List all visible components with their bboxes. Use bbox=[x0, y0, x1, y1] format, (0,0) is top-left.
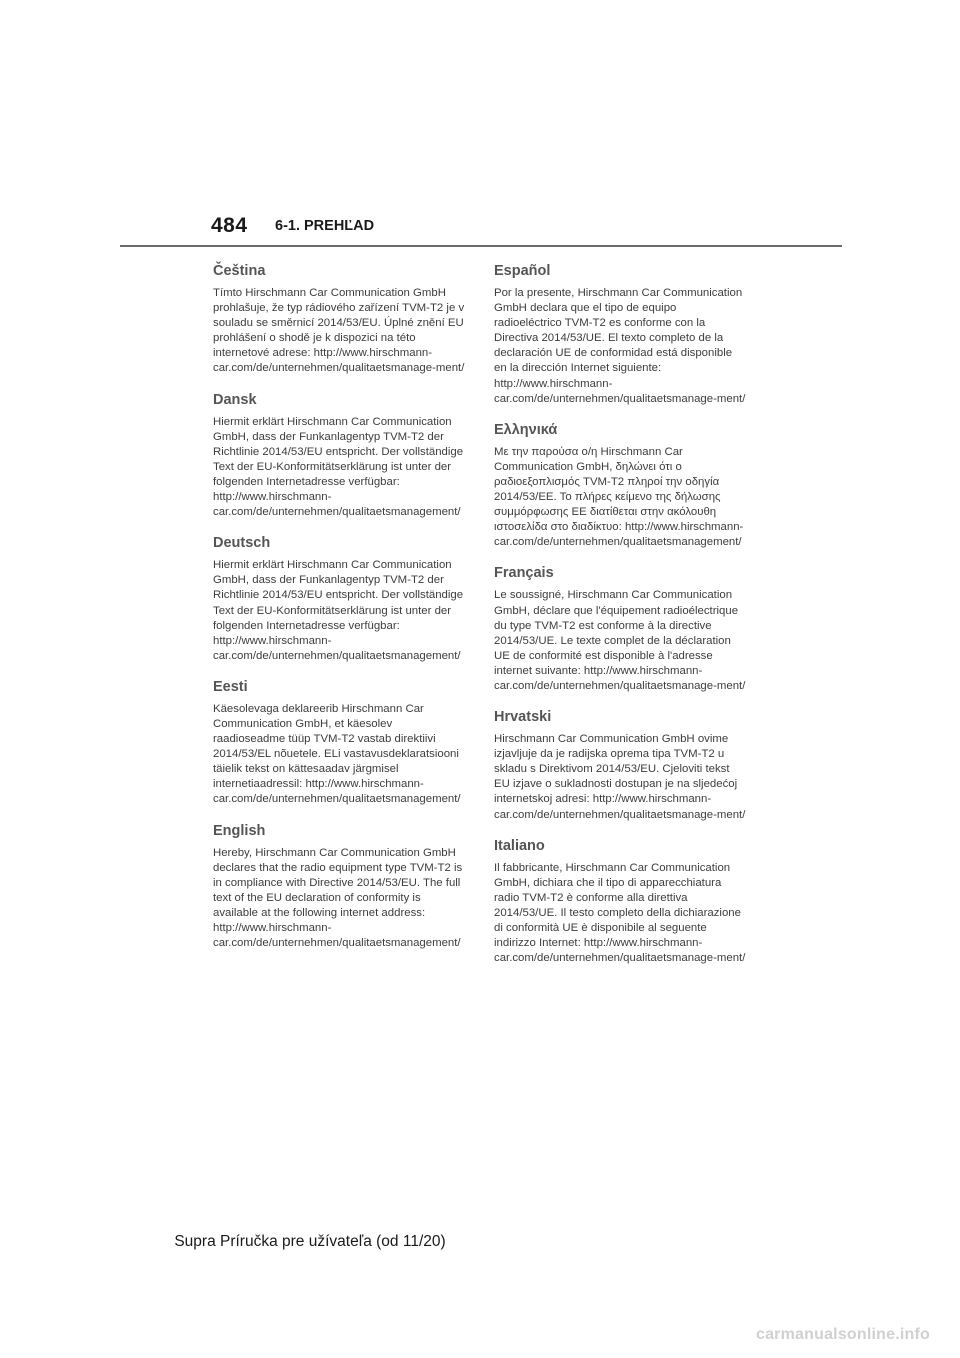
declaration-text: Käesolevaga deklareerib Hirschmann Car Communication GmbH, et käesolev raadioseadme tüüp TVM-T2 vastab direktiivi 2014/53/EL nõuetele. ELi vastavusdeklaratsiooni täielik tekst on kättesaadav järgmisel internetiaadressil: http://www.hirschmann-car.com/de/unternehmen/qualitaetsmanagement/ bbox=[213, 702, 461, 806]
declaration-eesti bbox=[213, 678, 465, 808]
declaration-text: Hiermit erklärt Hirschmann Car Communication GmbH, dass der Funkanlagentyp TVM-T2 der Richtlinie 2014/53/EU entspricht. Der vollständige Text der EU-Konformitätserklärung ist unter der folgenden Internetadresse verfügbar: http://www.hirschmann-car.com/de/unternehmen/qualitaetsmanagement/ bbox=[213, 559, 464, 662]
language-heading: Español bbox=[494, 263, 551, 279]
declaration-text: Il fabbricante, Hirschmann Car Communication GmbH, dichiara che il tipo di apparecchiatura radio TVM-T2 è conforme alla direttiva 2014/53/UE. Il testo completo della dichiarazione di conformità UE è disponibile al seguente indirizzo Internet: http://www.hirschmann-car.com/de/unternehmen/qualitaetsmanage-ment/ bbox=[494, 861, 746, 965]
declaration-text: Hirschmann Car Communication GmbH ovime izjavljuje da je radijska oprema tipa TVM-T2 u skladu s Direktivom 2014/53/EU. Cjeloviti tekst EU izjave o sukladnosti dostupan je na sljedećoj internetskoj adresi: http://www.hirschmann-car.com/de/unternehmen/qualitaetsmanage-ment/ bbox=[494, 733, 746, 821]
right-column bbox=[494, 262, 746, 980]
language-heading: Čeština bbox=[213, 263, 266, 279]
language-heading: Hrvatski bbox=[494, 709, 552, 726]
language-heading: English bbox=[213, 822, 266, 839]
declaration-ellinika bbox=[494, 421, 746, 551]
declaration-text: Hiermit erklärt Hirschmann Car Communication GmbH, dass der Funkanlagentyp TVM-T2 der Richtlinie 2014/53/EU entspricht. Der vollständige Text der EU-Konformitätserklärung ist unter der folgenden Internetadresse verfügbar: http://www.hirschmann-car.com/de/unternehmen/qualitaetsmanagement/ bbox=[213, 415, 464, 519]
declaration-cestina bbox=[213, 262, 465, 377]
header-divider bbox=[120, 245, 842, 247]
declaration-text: Με την παρούσα ο/η Hirschmann Car Communication GmbH, δηλώνει ότι ο ραδιοεξοπλισμός TVM-T2 πληροί την οδηγία 2014/53/ΕΕ. Το πλήρες κείμενο της δήλωσης συμμόρφωσης ΕΕ διατίθεται στην ακόλουθη ιστοσελίδα στο διαδίκτυο: http://www.hirschmann-car.com/de/unternehmen/qualitaetsmanagement/ bbox=[494, 445, 744, 549]
section-title: 6-1. PREHĽAD bbox=[275, 218, 375, 234]
language-heading: Italiano bbox=[494, 837, 545, 854]
declaration-dansk bbox=[213, 391, 465, 521]
declaration-english bbox=[213, 822, 465, 952]
language-heading: Français bbox=[494, 565, 554, 582]
declaration-text: Le soussigné, Hirschmann Car Communication GmbH, déclare que l'équipement radioélectrique du type TVM-T2 est conforme à la directive 2014/53/UE. Le texte complet de la déclaration UE de conformité est disponible à l'adresse internet suivante: http://www.hirschmann-car.com/de/unternehmen/qualitaetsmanage-ment/ bbox=[494, 589, 746, 692]
declaration-text: Hereby, Hirschmann Car Communication GmbH declares that the radio equipment type TVM-T2 is in compliance with Directive 2014/53/EU. The full text of the EU declaration of conformity is available at the following internet address: http://www.hirschmann-car.com/de/unternehmen/qualitaetsmanagement/ bbox=[213, 846, 463, 950]
watermark: carmanualsonline.info bbox=[755, 1326, 930, 1343]
language-heading: Eesti bbox=[213, 678, 248, 695]
declaration-espanol bbox=[494, 262, 746, 407]
declaration-text: Por la presente, Hirschmann Car Communication GmbH declara que el tipo de equipo radioeléctrico TVM-T2 es conforme con la Directiva 2014/53/UE. El texto completo de la declaración UE de conformidad está disponible en la dirección Internet siguiente: http://www.hirschmann-car.com/de/unternehmen/qualitaetsmanage-ment/ bbox=[494, 287, 746, 405]
language-heading: Ελληνικά bbox=[494, 421, 558, 438]
declaration-deutsch bbox=[213, 534, 465, 664]
page-number: 484 bbox=[211, 214, 248, 237]
declaration-italiano bbox=[494, 837, 746, 967]
declaration-text: Tímto Hirschmann Car Communication GmbH prohlašuje, že typ rádiového zařízení TVM-T2 je v souladu se směrnicí 2014/53/EU. Úplné znění EU prohlášení o shodě je k dispozici na této internetové adrese: http://www.hirschmann-car.com/de/unternehmen/qualitaetsmanage-ment/ bbox=[213, 287, 465, 375]
declaration-francais bbox=[494, 564, 746, 694]
footer-manual-title: Supra Príručka pre užívateľa (od 11/20) bbox=[174, 1233, 446, 1250]
language-heading: Dansk bbox=[213, 391, 257, 408]
left-column bbox=[213, 262, 465, 965]
declaration-hrvatski bbox=[494, 708, 746, 823]
language-heading: Deutsch bbox=[213, 535, 271, 552]
